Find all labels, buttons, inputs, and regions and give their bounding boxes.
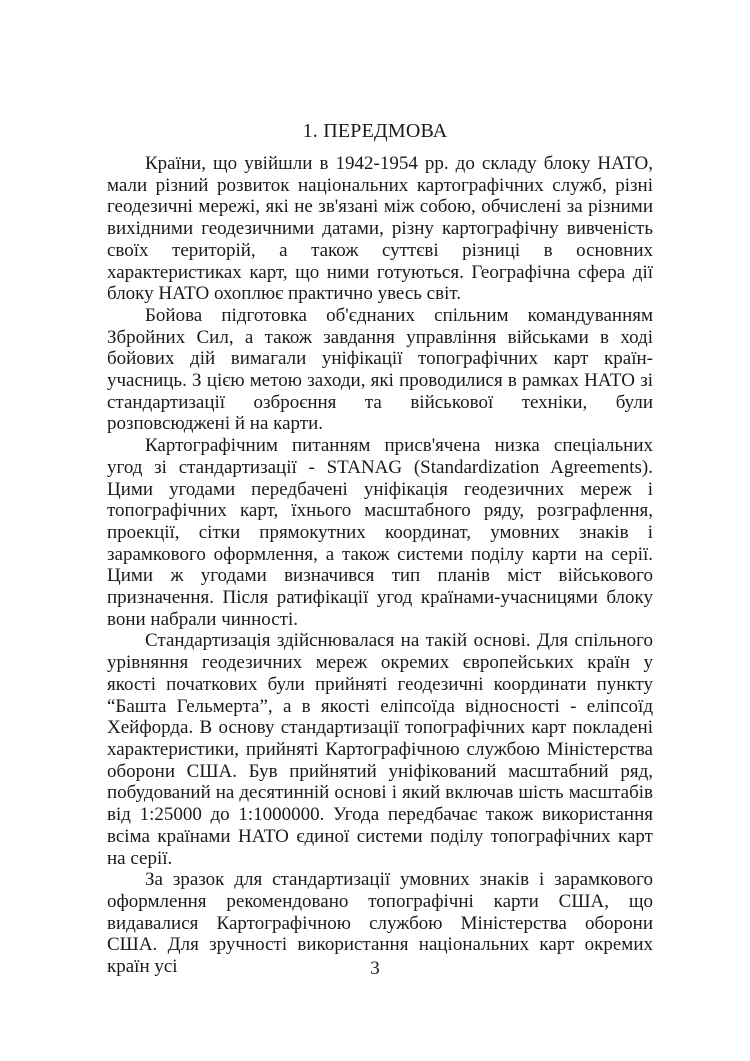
paragraph-2: Бойова підготовка об'єднаних спільним командуванням Збройних Сил, а також завдання управління військами в ході бойових дій вимагали уніфікації топографічних карт країн-учасниць. З цією метою заходи, які проводилися в рамках НАТО зі стандартизації озброєння та військової техніки, були розповсюджені й на карти. [107, 304, 653, 435]
paragraph-5: За зразок для стандартизації умовних знаків і зарамкового оформлення рекомендовано топографічні карти США, що видавалися Картографічною службою Міністерства оборони США. Для зручності використання національних карт окремих країн усі [107, 869, 653, 978]
section-heading: 1. ПЕРЕДМОВА [302, 120, 448, 142]
body-text [107, 153, 653, 978]
page-number: 3 [370, 958, 380, 979]
paragraph-4: Стандартизація здійснювалася на такій основі. Для спільного урівняння геодезичних мереж окремих європейських країн у якості початкових були прийняті геодезичні координати пункту “Башта Гельмерта”, а в якості еліпсоїда відносності - еліпсоїд Хейфорда. В основу стандартизації топографічних карт покладені характеристики, прийняті Картографічною службою Міністерства оборони США. Був прийнятий уніфікований масштабний ряд, побудований на десятинній основі і який включав шість масштабів від 1:25000 до 1:1000000. Угода передбачає також використання всіма країнами НАТО єдиної системи поділу топографічних карт на серії. [107, 630, 653, 869]
paragraph-3: Картографічним питанням присв'ячена низка спеціальних угод зі стандартизації - STANAG (Standardization Agreements). Цими угодами передбачені уніфікація геодезичних мереж і топографічних карт, їхнього масштабного ряду, розграфлення, проекції, сітки прямокутних координат, умовних знаків і зарамкового оформлення, а також системи поділу карти на серії. Цими ж угодами визначився тип планів міст військового призначення. Після ратифікації угод країнами-учасницями блоку вони набрали чинності. [107, 435, 653, 630]
paragraph-1: Країни, що увійшли в 1942-1954 рр. до складу блоку НАТО, мали різний розвиток національних картографічних служб, різні геодезичні мережі, які не зв'язані між собою, обчислені за різними вихідними геодезичними датами, різну картографічну вивченість своїх територій, а також суттєві різниці в основних характеристиках карт, що ними готуються. Географічна сфера дії блоку НАТО охоплює практично увесь світ. [107, 153, 653, 305]
